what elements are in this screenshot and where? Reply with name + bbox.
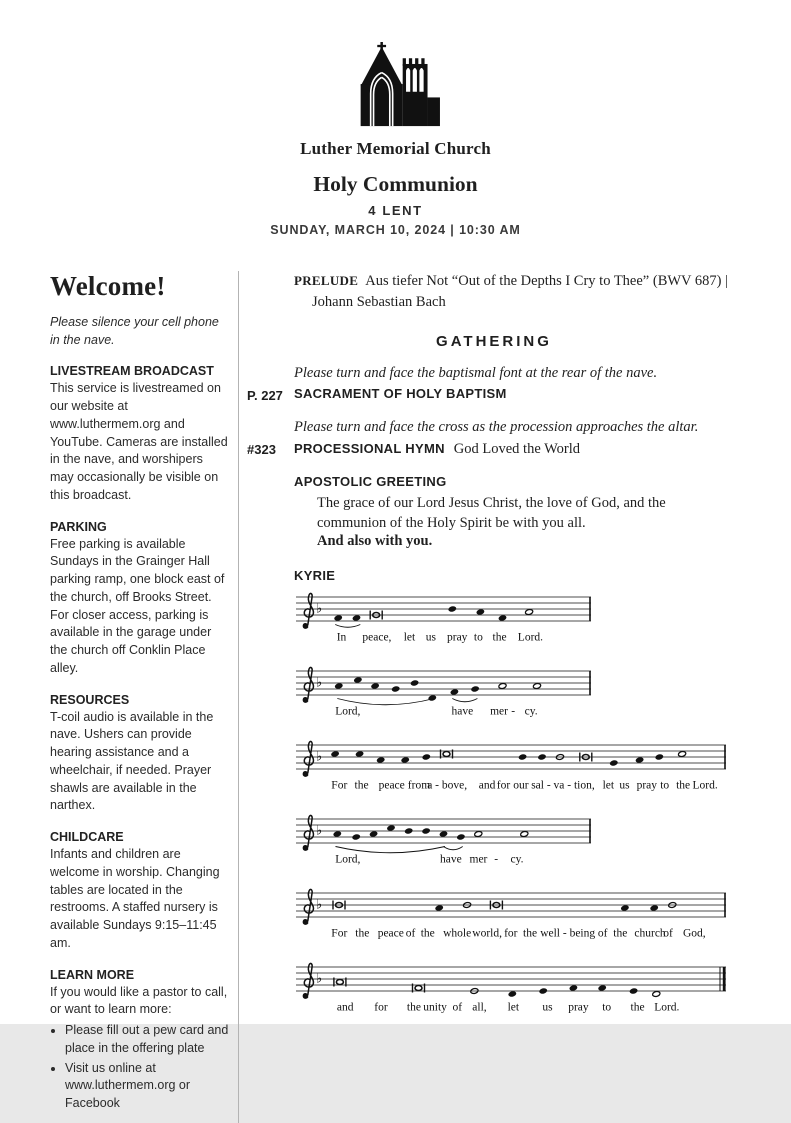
content-columns [0,271,791,1123]
svg-text:us: us [425,631,437,644]
sidebar-section-body: Infants and children are welcome in worship. Changing tables are located in the restrooms. A staffed nursery is available Sundays 9:15–11:45 am. [50,847,220,950]
svg-text:Lord.: Lord. [654,1001,680,1014]
svg-text:for: for [496,779,511,792]
svg-text:peace: peace [377,927,404,940]
kyrie-stave-4 [296,811,761,872]
svg-text:peace,: peace, [362,631,392,644]
svg-text:to: to [473,631,483,644]
hymn-number-ref: #323 [247,442,276,458]
ref-gutter [247,271,294,273]
church-name: Luther Memorial Church [300,139,491,158]
svg-text:of: of [663,927,673,940]
sidebar-bullet-item: • Visit us online at www.luthermem.org or Facebook [65,1060,229,1113]
svg-text:to: to [660,779,670,792]
sidebar-section-body: Free parking is available Sundays in the Grainger Hall parking ramp, one block east of the church, off Brooks Street. For closer access, parking is available in the garage under the church off Conklin Place alley. [50,536,225,675]
svg-text:♭: ♭ [316,675,323,691]
svg-text:have: have [451,705,474,718]
baptism-label: SACRAMENT OF HOLY BAPTISM [294,386,507,402]
sidebar-section [50,520,229,678]
svg-text:us: us [619,779,630,792]
svg-text:let: let [507,1001,520,1014]
prelude-title: Aus tiefer Not “Out of the Depths I Cry to Thee” (BWV 687) | Johann Sebastian Bach [312,273,728,311]
service-datetime: SUNDAY, MARCH 10, 2024 | 10:30 AM [270,223,521,237]
sidebar-section-heading: RESOURCES [50,692,130,707]
svg-text:the: the [354,779,369,792]
sidebar-section-body: T-coil audio is available in the nave. Ushers can provide hearing assistance and a wheelchair, if needed. Prayer shawls are available in the narthex. [50,709,214,813]
svg-text:the: the [613,927,628,940]
order-of-service [239,271,761,1123]
sidebar-section-body: This service is livestreamed on our website at www.luthermem.org and YouTube. Cameras are installed in the nave, and worshipers may occasionally be visible on this broadcast. [50,381,228,502]
kyrie-music-row [247,583,761,1033]
sidebar-bullet-list [65,1022,229,1113]
svg-text:♭: ♭ [316,897,323,913]
svg-text:sal - va - tion,: sal - va - tion, [531,779,595,792]
svg-text:well - being: well - being [540,927,596,940]
page-header [0,0,791,237]
sidebar-section [50,364,229,504]
prelude-label: PRELUDE [294,273,359,288]
svg-text:Lord,: Lord, [335,853,361,866]
svg-text:Lord.: Lord. [517,631,544,644]
sidebar-section [50,968,229,1113]
svg-text:pray: pray [447,631,468,644]
sidebar-section [50,830,229,953]
svg-text:have: have [440,853,462,866]
svg-text:whole: whole [443,927,472,940]
svg-text:In: In [336,631,347,644]
svg-text:Lord,: Lord, [335,705,361,718]
svg-text:of: of [452,1001,463,1014]
greeting-block [247,474,761,550]
sidebar-bullet-item: • Please fill out a pew card and place in the offering plate [65,1022,229,1058]
gathering-row [247,313,761,365]
kyrie-stave-2 [296,663,761,724]
svg-text:cy.: cy. [524,705,538,718]
kyrie-row [247,568,761,583]
sidebar-section-body: If you would like a pastor to call, or want to learn more: [50,984,228,1017]
welcome-title: Welcome! [50,271,166,301]
greeting-text: The grace of our Lord Jesus Christ, the love of God, and the communion of the Holy Spirit be with you all. [317,495,666,532]
svg-text:church: church [634,927,666,940]
baptism-rubric-row [247,365,761,386]
hymn-title: God Loved the World [453,441,581,458]
greeting-response: And also with you. [317,533,433,550]
svg-text:and: and [478,779,496,792]
sidebar-sections [50,364,229,1113]
svg-text:for: for [374,1001,388,1014]
svg-text:cy.: cy. [510,853,524,866]
hymn-label: PROCESSIONAL HYMN [294,441,445,457]
svg-text:♭: ♭ [316,971,323,987]
svg-text:For: For [331,779,348,792]
svg-text:pray: pray [568,1001,589,1014]
sidebar-section-heading: LEARN MORE [50,967,135,982]
svg-text:to: to [602,1001,612,1014]
silence-note: Please silence your cell phone in the nave. [50,315,219,348]
svg-text:for: for [504,927,518,940]
svg-text:our: our [513,779,529,792]
svg-text:-: - [494,853,499,866]
sidebar-section-heading: CHILDCARE [50,830,124,844]
svg-text:♭: ♭ [316,601,323,617]
baptism-rubric: Please turn and face the baptismal font at the rear of the nave. [294,365,658,382]
kyrie-label: KYRIE [294,568,336,584]
service-title: Holy Communion [313,172,478,196]
svg-text:pray: pray [636,779,658,792]
svg-text:God,: God, [683,927,706,940]
kyrie-stave-1 [296,589,761,650]
svg-text:unity: unity [423,1001,447,1014]
svg-text:mer: mer [490,705,508,718]
liturgical-season: 4 LENT [368,203,423,218]
procession-block [247,419,761,458]
svg-text:world,: world, [472,927,503,940]
baptism-page-ref: P. 227 [247,388,283,404]
svg-text:and: and [336,1001,354,1014]
sidebar-section [50,693,229,816]
welcome-sidebar [50,271,239,1123]
svg-text:let: let [602,779,615,792]
prelude-row [247,271,761,313]
svg-text:the: the [630,1001,645,1014]
svg-text:the: the [355,927,370,940]
svg-text:let: let [403,631,416,644]
svg-text:of: of [597,927,608,940]
svg-text:the: the [676,779,691,792]
gathering-heading: GATHERING [436,333,552,351]
svg-text:♭: ♭ [316,749,323,765]
svg-text:Lord.: Lord. [692,779,718,792]
kyrie-stave-3 [296,737,761,798]
svg-text:us: us [542,1001,553,1014]
svg-text:from: from [407,779,431,792]
svg-text:mer: mer [469,853,488,866]
svg-text:the: the [406,1001,421,1014]
kyrie-music-staves [296,589,761,1033]
sidebar-section-heading: PARKING [50,519,107,534]
svg-text:peace: peace [378,779,405,792]
kyrie-stave-5 [296,885,761,946]
procession-rubric: Please turn and face the cross as the procession approaches the altar. [294,419,699,436]
greeting-label: APOSTOLIC GREETING [294,474,447,490]
svg-text:a - bove,: a - bove, [427,779,468,792]
baptism-row [247,386,761,403]
sidebar-section-heading: LIVESTREAM BROADCAST [50,364,214,379]
svg-text:of: of [405,927,416,940]
svg-text:the: the [420,927,435,940]
svg-text:the: the [492,631,507,644]
svg-text:the: the [523,927,538,940]
svg-text:all,: all, [472,1001,487,1014]
kyrie-stave-6 [296,959,761,1020]
svg-text:-: - [511,705,516,718]
church-logo-icon [0,42,791,133]
svg-text:For: For [331,927,348,940]
prelude [294,271,761,313]
svg-text:♭: ♭ [316,823,323,839]
